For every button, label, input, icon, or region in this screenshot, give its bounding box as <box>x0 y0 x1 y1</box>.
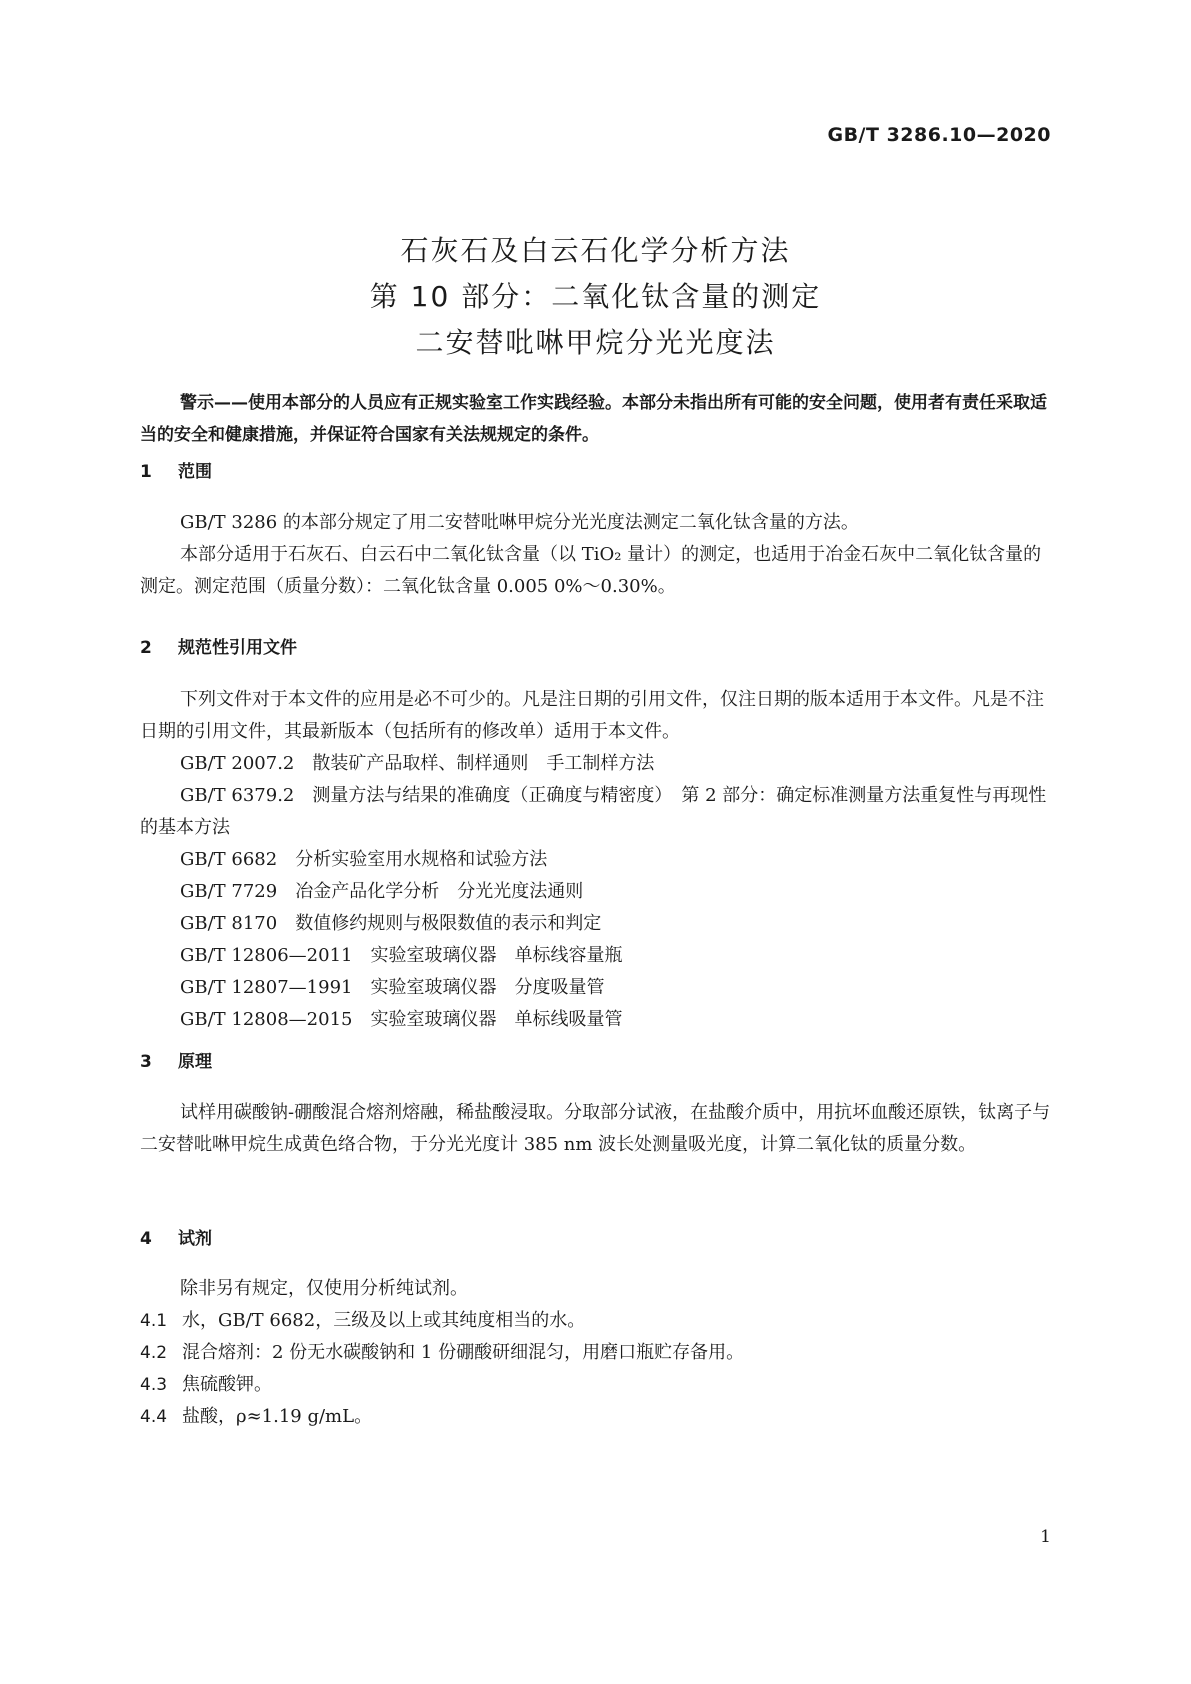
reagent-item <box>140 1401 372 1433</box>
section-heading-principle <box>140 1047 212 1072</box>
reagent-item <box>140 1337 744 1369</box>
reference-item: GB/T 12806—2011 实验室玻璃仪器 单标线容量瓶 <box>180 945 623 966</box>
reagent-item <box>140 1305 585 1337</box>
reference-item: GB/T 12807—1991 实验室玻璃仪器 分度吸量管 <box>180 977 605 998</box>
clause-text: 混合熔剂：2 份无水碳酸钠和 1 份硼酸研细混匀，用磨口瓶贮存备用。 <box>182 1342 745 1363</box>
title-line-2: 第 10 部分：二氧化钛含量的测定 <box>369 280 822 313</box>
safety-warning: 警示——使用本部分的人员应有正规实验室工作实践经验。本部分未指出所有可能的安全问题，使用者有责任采取适当的安全和健康措施，并保证符合国家有关法规规定的条件。 <box>140 393 1047 445</box>
document-title <box>0 228 1191 366</box>
section-number: 2 <box>140 638 152 658</box>
page-number: 1 <box>1040 1527 1051 1547</box>
section-title: 规范性引用文件 <box>178 638 297 658</box>
clause-number: 4.1 <box>140 1311 168 1331</box>
clause-text: 盐酸，ρ≈1.19 g/mL。 <box>182 1406 373 1427</box>
reference-item: GB/T 8170 数值修约规则与极限数值的表示和判定 <box>180 913 602 934</box>
standard-code: GB/T 3286.10—2020 <box>827 124 1051 146</box>
clause-text: 焦硫酸钾。 <box>182 1374 272 1395</box>
reference-item: GB/T 6379.2 测量方法与结果的准确度（正确度与精密度） 第 2 部分：确定标准测量方法重复性与再现性的基本方法 <box>140 785 1047 838</box>
clause-number: 4.4 <box>140 1407 168 1427</box>
scope-paragraph-1: GB/T 3286 的本部分规定了用二安替吡啉甲烷分光光度法测定二氧化钛含量的方法。 <box>180 512 859 533</box>
section-heading-reagents <box>140 1224 212 1249</box>
section-title: 试剂 <box>178 1229 212 1249</box>
clause-number: 4.3 <box>140 1375 168 1395</box>
section-number: 4 <box>140 1229 152 1249</box>
title-line-1: 石灰石及白云石化学分析方法 <box>400 234 791 267</box>
principle-paragraph: 试样用碳酸钠-硼酸混合熔剂熔融，稀盐酸浸取。分取部分试液，在盐酸介质中，用抗坏血酸还原铁，钛离子与二安替吡啉甲烷生成黄色络合物，于分光光度计 385 nm 波长处测量吸光度，计算二氧化钛的质量分数。 <box>140 1102 1051 1155</box>
reference-item: GB/T 6682 分析实验室用水规格和试验方法 <box>180 849 548 870</box>
reference-item: GB/T 2007.2 散装矿产品取样、制样通则 手工制样方法 <box>180 753 655 774</box>
reference-item: GB/T 12808—2015 实验室玻璃仪器 单标线吸量管 <box>180 1009 623 1030</box>
section-number: 3 <box>140 1052 152 1072</box>
clause-number: 4.2 <box>140 1343 168 1363</box>
references-intro: 下列文件对于本文件的应用是必不可少的。凡是注日期的引用文件，仅注日期的版本适用于本文件。凡是不注日期的引用文件，其最新版本（包括所有的修改单）适用于本文件。 <box>140 689 1044 742</box>
section-heading-scope <box>140 457 212 482</box>
reference-item: GB/T 7729 冶金产品化学分析 分光光度法通则 <box>180 881 584 902</box>
reagents-intro: 除非另有规定，仅使用分析纯试剂。 <box>180 1278 468 1299</box>
reagent-item <box>140 1369 272 1401</box>
title-line-3: 二安替吡啉甲烷分光光度法 <box>415 326 776 359</box>
section-number: 1 <box>140 462 152 482</box>
clause-text: 水，GB/T 6682，三级及以上或其纯度相当的水。 <box>182 1310 586 1331</box>
section-title: 范围 <box>178 462 212 482</box>
section-heading-normative-references <box>140 633 297 658</box>
scope-paragraph-2: 本部分适用于石灰石、白云石中二氧化钛含量（以 TiO₂ 量计）的测定，也适用于冶金石灰中二氧化钛含量的测定。测定范围（质量分数）：二氧化钛含量 0.005 0%～0.30%。 <box>140 544 1042 597</box>
section-title: 原理 <box>178 1052 212 1072</box>
